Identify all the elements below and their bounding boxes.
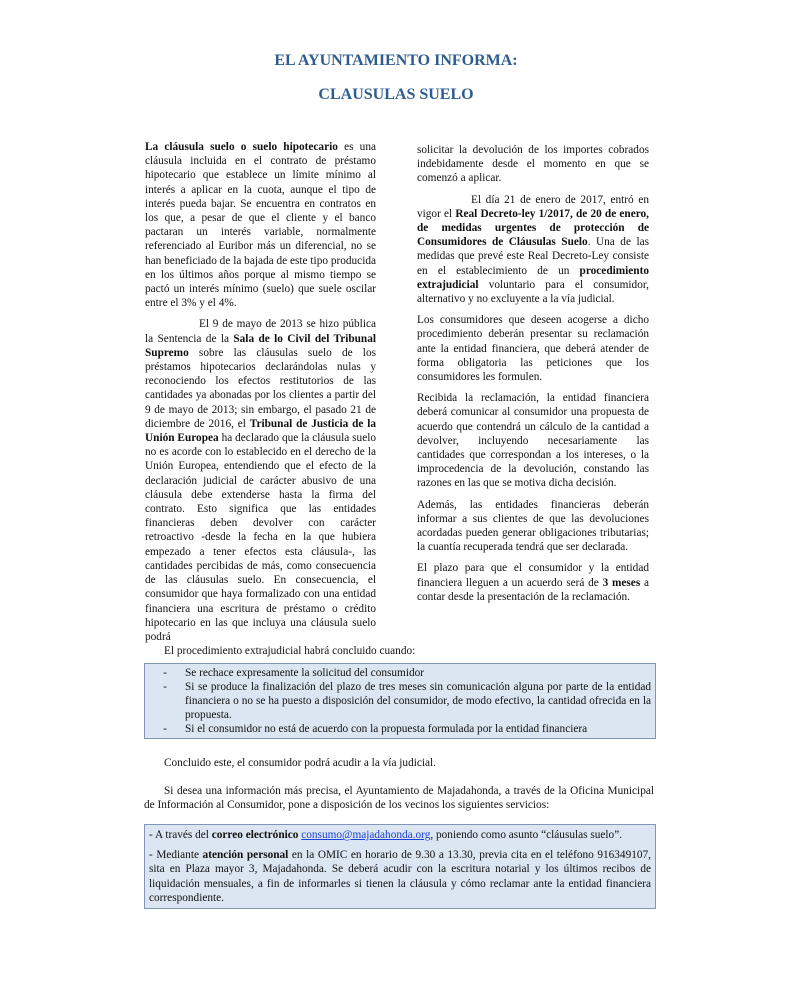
- paragraph-sentence: [145, 317, 376, 644]
- info-intro: Si desea una información más precisa, el Ayuntamiento de Majadahonda, a través de la Oficina Municipal de Información al Consumidor, pone a disposición de los vecinos los siguientes servicios:: [144, 785, 654, 812]
- procedure-conditions-box: [144, 663, 656, 739]
- text-run: voluntario para el consumidor, alternativo y no excluyente a la vía judicial.: [417, 278, 649, 306]
- paragraph-continuation: solicitar la devolución de los importes cobrados indebidamente desde el momento en que se comenzó a aplicar.: [417, 144, 649, 185]
- left-column: [145, 140, 376, 651]
- paragraph-decree: [417, 193, 649, 307]
- paragraph-tax: Además, las entidades financieras deberán informar a sus clientes de que las devoluciones acordadas pueden generar obligaciones tributarias; la cuantía recuperada tendrá que ser declarada.: [417, 498, 649, 554]
- bold-term: 3 meses: [602, 576, 641, 589]
- bold-term: La cláusula suelo o suelo hipotecario: [145, 141, 338, 153]
- paragraph-deadline: [417, 561, 649, 604]
- text-run: - A través del: [149, 829, 212, 841]
- bold-term: atención personal: [202, 849, 289, 862]
- text-run: es una cláusula incluida en el contrato de préstamo hipotecario que establece un límite mínimo al interés a aplicar en la cuota, aunque el tipo de interés pueda bajar. Se encuentra en contratos en los que, a pesar de que el cliente y el banco pactaran un interés variable, normalmente referenciado al Euribor más un diferencial, no se han beneficiado de la bajada de este tipo producida en los últimos años porque al mismo tiempo se pactó un interés mínimo (suelo) que suele oscilar entre el 3% y el 4%.: [145, 141, 376, 310]
- bold-term: Real Decreto-ley 1/2017, de 20 de enero, de medidas urgentes de protección de Consumidores de Cláusulas Suelo: [417, 207, 649, 249]
- text-run: El día 21 de enero de 2017, entró en vigor el: [417, 193, 649, 220]
- services-box: [144, 824, 656, 909]
- right-column: [417, 143, 649, 611]
- list-item: [145, 680, 655, 722]
- list-item: [145, 666, 655, 680]
- bold-term: Sala de lo Civil del Tribunal Supremo: [145, 332, 376, 359]
- page-subtitle: CLAUSULAS SUELO: [318, 86, 474, 103]
- text-run: El 9 de mayo de 2013 se hizo pública la Sentencia de la: [145, 318, 376, 345]
- conclusion-text: Concluido este, el consumidor podrá acudir a la vía judicial.: [164, 757, 436, 769]
- bold-term: correo electrónico: [211, 829, 299, 841]
- procedure-lead: El procedimiento extrajudicial habrá concluido cuando:: [164, 645, 416, 657]
- text-run: sobre las cláusulas suelo de los préstamos hipotecarios declarándolas nulas y reconociendo los efectos restitutorios de las cantidades ya abonadas por los clientes a partir del 9 de mayo de 2013; sin embargo, el pasado 21 de diciembre de 2016, el: [145, 346, 376, 430]
- list-dash: -: [163, 667, 167, 679]
- service-email: [149, 828, 651, 842]
- text-run: ha declarado que la cláusula suelo no es acorde con lo establecido en el derecho de la Unión Europea, entendiendo que el efecto de la declaración judicial de carácter abusivo de una cláusula debe extenderse hasta la firma del contrato. Esto significa que las entidades financieras deben devolver con carácter retroactivo -desde la fecha en la que hubiera empezado a tener efectos esta cláusula-, las cantidades percibidas de más, como consecuencia de las cláusulas suelo. En consecuencia, el consumidor que haya formalizado con una entidad financiera una escritura de préstamo o crédito hipotecario en las que incluya una cláusula suelo podrá: [145, 432, 376, 643]
- list-item-text: Si se produce la finalización del plazo de tres meses sin comunicación alguna por parte de la entidad financiera o no se ha puesto a disposición del consumidor, de modo efectivo, la cantidad ofrecida en la propuesta.: [185, 681, 651, 721]
- page-title: EL AYUNTAMIENTO INFORMA:: [274, 52, 518, 69]
- email-link[interactable]: consumo@majadahonda.org: [301, 829, 431, 841]
- paragraph-definition: [145, 140, 376, 310]
- service-attention: [149, 848, 651, 905]
- list-item: [145, 722, 655, 736]
- text-run: - Mediante: [149, 849, 203, 862]
- list-item-text: Si el consumidor no está de acuerdo con la propuesta formulada por la entidad financiera: [185, 723, 588, 735]
- text-run: a contar desde la presentación de la reclamación.: [417, 576, 649, 603]
- list-dash: -: [163, 723, 167, 735]
- text-run: en la OMIC en horario de 9.30 a 13.30, previa cita en el teléfono 916349107, sita en Plaza mayor 3, Majadahonda. Se deberá acudir con la escritura notarial y los últimos recibos de liquidación mensuales, a fin de informarles si tienen la cláusula y cómo reclamar ante la entidad financiera correspondiente.: [149, 849, 652, 904]
- paragraph-claim: Los consumidores que deseen acogerse a dicho procedimiento deberán presentar su reclamación ante la entidad financiera, que deberá atender de forma obligatoria las peticiones que los consumidores les formulen.: [417, 314, 649, 384]
- text-run: , poniendo como asunto “cláusulas suelo”.: [430, 829, 623, 841]
- text-run: . Una de las medidas que prevé este Real Decreto-Ley consiste en el establecimiento de un: [417, 236, 649, 277]
- paragraph-proposal: Recibida la reclamación, la entidad financiera deberá comunicar al consumidor una propuesta de acuerdo que contendrá un cálculo de la cantidad a devolver, incluyendo necesariamente las cantidades que correspondan a los intereses, o la improcedencia de la devolución, constando las razones en las que se motiva dicha decisión.: [417, 392, 649, 490]
- list-dash: -: [163, 681, 167, 693]
- bold-term: procedimiento extrajudicial: [417, 264, 649, 291]
- text-run: El plazo para que el consumidor y la entidad financiera lleguen a un acuerdo será de: [417, 562, 649, 589]
- bold-term: Tribunal de Justicia de la Unión Europea: [145, 417, 376, 445]
- list-item-text: Se rechace expresamente la solicitud del consumidor: [185, 667, 425, 679]
